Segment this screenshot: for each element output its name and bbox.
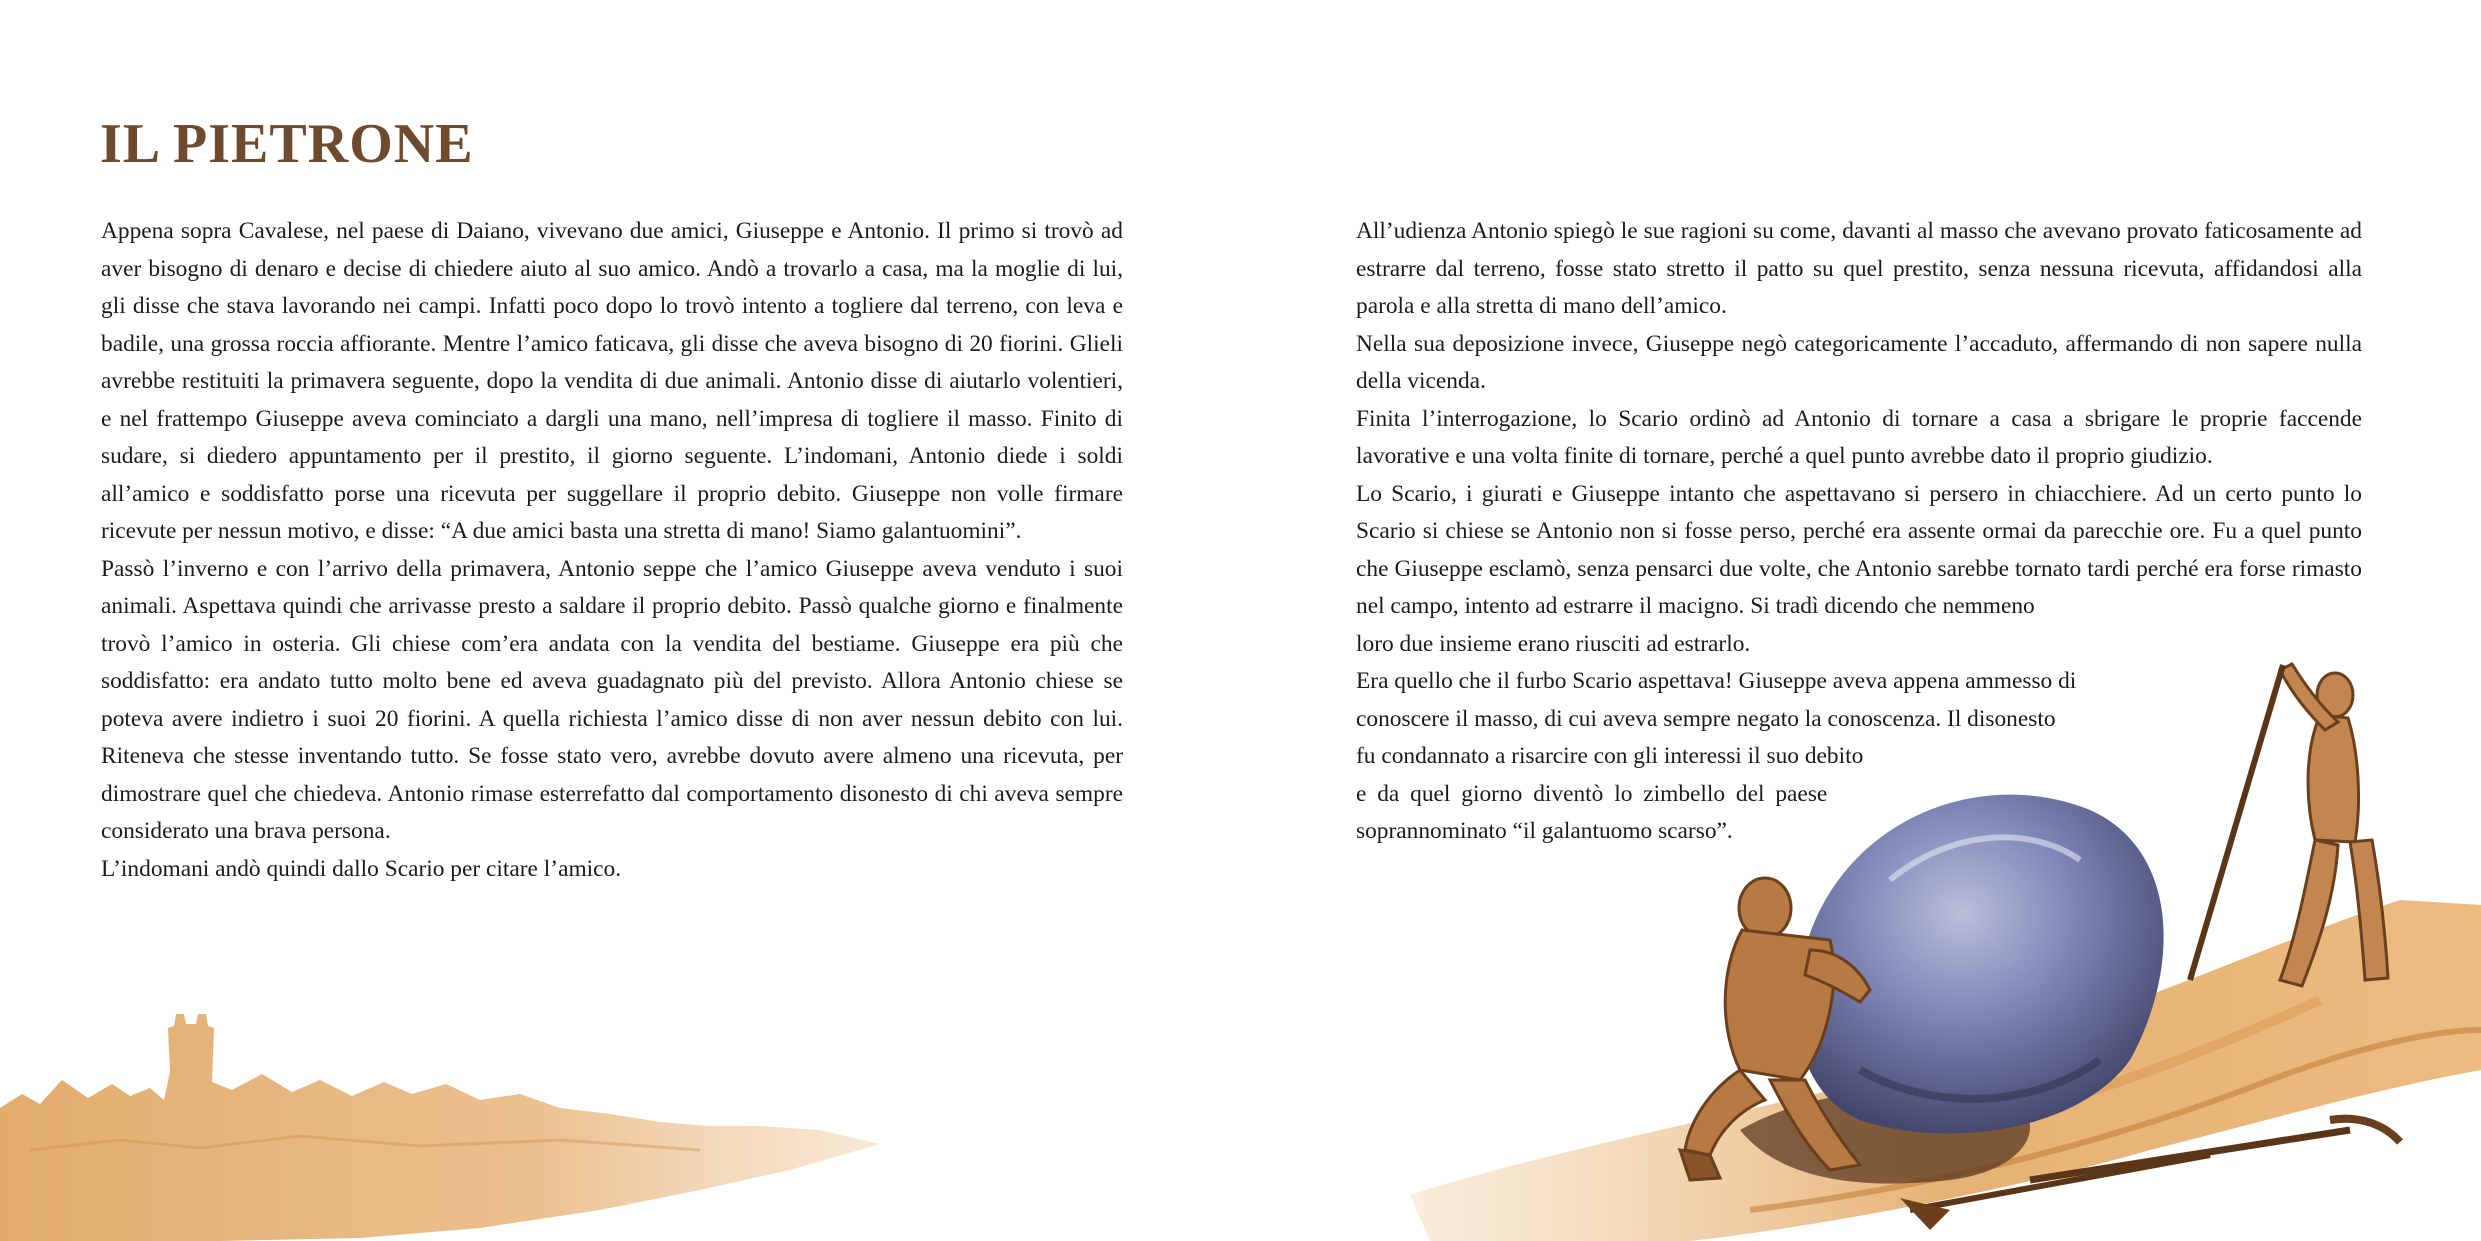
right-paragraph-3: Finita l’interrogazione, lo Scario ordinò ad Antonio di tornare a casa a sbrigare le proprie faccende lavorative e una volta finite di tornare, perché a quel punto avrebbe dato il proprio giudizio. — [1356, 405, 2362, 469]
right-line-1: loro due insieme erano riusciti ad estrarlo. — [1356, 630, 1751, 657]
right-line-5: e da quel giorno diventò lo zimbello del paese — [1356, 780, 1828, 807]
left-page-text — [101, 213, 1123, 888]
right-paragraph-4: Lo Scario, i giurati e Giuseppe intanto che aspettavano si persero in chiacchiere. Ad un certo punto lo Scario si chiese se Antonio non si fosse perso, perché era assente ormai da parecchie ore. Fu a quel punto che Giuseppe esclamò, senza pensarci due volte, che Antonio sarebbe tornato tardi perché era forse rimasto nel campo, intento ad estrarre il macigno. Si tradì dicendo che nemmeno — [1356, 480, 2362, 619]
right-line-6: soprannominato “il galantuomo scarso”. — [1356, 818, 1733, 844]
right-paragraph-1: All’udienza Antonio spiegò le sue ragioni su come, davanti al masso che avevano provato faticosamente ad estrarre dal terreno, fosse stato stretto il patto su quel prestito, senza nessuna ricevuta, affidandosi alla parola e alla stretta di mano dell’amico. — [1356, 218, 2362, 319]
right-paragraph-2: Nella sua deposizione invece, Giuseppe negò categoricamente l’accaduto, affermando di non sapere nulla della vicenda. — [1356, 330, 2362, 394]
left-paragraph-2: Passò l’inverno e con l’arrivo della primavera, Antonio seppe che l’amico Giuseppe aveva venduto i suoi animali. Aspettava quindi che arrivasse presto a saldare il proprio debito. Passò qualche giorno e finalmente trovò l’amico in osteria. Gli chiese com’era andata con la vendita del bestiame. Giuseppe era più che soddisfatto: era andato tutto molto bene ed aveva guadagnato più del previsto. Allora Antonio chiese se poteva avere indietro i suoi 20 fiorini. A quella richiesta l’amico disse di non aver nessun debito con lui. Riteneva che stesse inventando tutto. Se fosse stato vero, avrebbe dovuto avere almeno una ricevuta, per dimostrare quel che chiedeva. Antonio rimase esterrefatto dal comportamento disonesto di chi aveva sempre considerato una brava persona. — [101, 555, 1123, 844]
page-title: IL PIETRONE — [100, 113, 474, 175]
left-paragraph-3: L’indomani andò quindi dallo Scario per citare l’amico. — [101, 855, 622, 882]
right-line-4: fu condannato a risarcire con gli interessi il suo debito — [1356, 743, 1864, 769]
boulder-and-men-illustration — [1390, 650, 2481, 1241]
village-silhouette-illustration — [0, 1010, 900, 1241]
right-line-2: Era quello che il furbo Scario aspettava! Giuseppe aveva appena ammesso di — [1356, 668, 2077, 694]
left-paragraph-1: Appena sopra Cavalese, nel paese di Daiano, vivevano due amici, Giuseppe e Antonio. Il primo si trovò ad aver bisogno di denaro e decise di chiedere aiuto al suo amico. Andò a trovarlo a casa, ma la moglie di lui, gli disse che stava lavorando nei campi. Infatti poco dopo lo trovò intento a togliere dal terreno, con leva e badile, una grossa roccia affiorante. Mentre l’amico faticava, gli disse che aveva bisogno di 20 fiorini. Glieli avrebbe restituiti la primavera seguente, dopo la vendita di due animali. Antonio disse di aiutarlo volentieri, e nel frattempo Giuseppe aveva cominciato a dargli una mano, nell’impresa di togliere il masso. Finito di sudare, si diedero appuntamento per il prestito, il giorno seguente. L’indomani, Antonio diede i soldi all’amico e soddisfatto porse una ricevuta per suggellare il proprio debito. Giuseppe non volle firmare ricevute per nessun motivo, e disse: “A due amici basta una stretta di mano! Siamo galantuomini”. — [101, 218, 1123, 544]
right-line-3: conoscere il masso, di cui aveva sempre negato la conoscenza. Il disonesto — [1356, 705, 2056, 732]
